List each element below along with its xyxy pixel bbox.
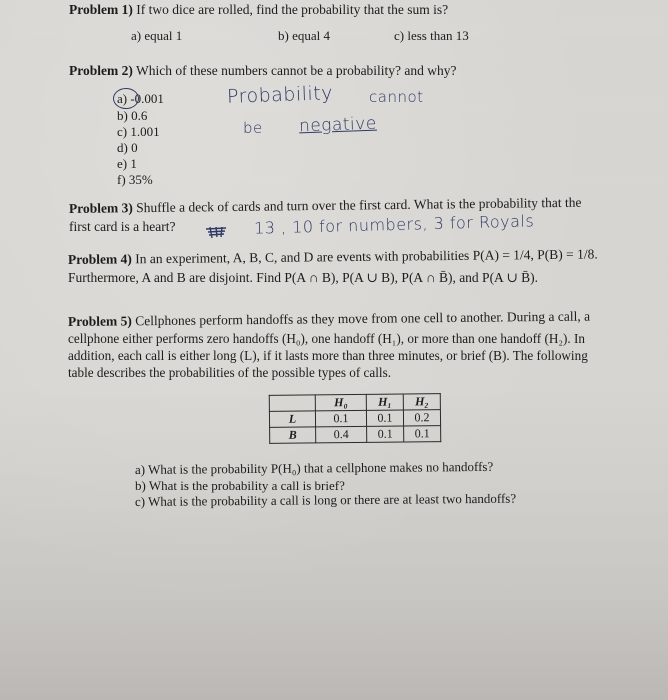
scribble-mark — [204, 225, 230, 239]
table-header-h2: H₂ — [403, 394, 440, 410]
table-cell: 0.4 — [316, 426, 367, 443]
problem-2-option-c: c) 1.001 — [117, 124, 160, 139]
problem-4-line2: Furthermore, A and B are disjoint. Find P(A ∩ B), P(A ∪ B), P(A ∩ B̄), and P(A ∪ B̄). — [68, 270, 539, 285]
problem-2-label: Problem 2) — [69, 63, 133, 78]
handoff-probability-table — [269, 393, 442, 444]
problem-2-option-d: d) 0 — [117, 140, 138, 155]
problem-1-text: If two dice are rolled, find the probability that the sum is? — [136, 2, 449, 17]
table-cell: 0.1 — [367, 426, 404, 442]
handwritten-probability: Probability — [226, 82, 334, 108]
handwritten-be: be — [243, 119, 263, 137]
problem-2-option-b: b) 0.6 — [117, 108, 148, 123]
problem-5 — [68, 309, 590, 330]
problem-2-text: Which of these numbers cannot be a probability? and why? — [136, 63, 457, 78]
problem-4-label: Problem 4) — [67, 251, 132, 267]
table-header-row — [269, 394, 440, 412]
problem-4 — [68, 246, 598, 268]
problem-5-question-a: a) What is the probability P(H₀) that a cellphone makes no handoffs? — [134, 458, 494, 477]
table-header-h0: H₀ — [315, 394, 366, 411]
problem-2-option-e: e) 1 — [117, 156, 137, 171]
table-cell: 0.1 — [366, 410, 403, 426]
problem-3-line2: first card is a heart? — [69, 219, 176, 234]
table-cell: 0.2 — [403, 410, 440, 426]
table-row — [269, 410, 440, 428]
problem-5-question-b: b) What is the probability a call is brief? — [135, 478, 345, 493]
handwritten-negative: negative — [298, 113, 378, 137]
problem-3-label: Problem 3) — [68, 200, 133, 216]
problem-1-option-b: b) equal 4 — [278, 28, 330, 43]
table-header-h1: H₁ — [366, 394, 403, 410]
problem-4-line1: In an experiment, A, B, C, and D are events with probabilities P(A) = 1/4, P(B) = 1/8. — [135, 246, 598, 267]
problem-5-line4: table describes the probabilities of the possible types of calls. — [68, 365, 392, 380]
table-row — [270, 426, 441, 444]
problem-5-line1: Cellphones perform handoffs as they move from one cell to another. During a call, a — [135, 308, 591, 329]
handwritten-heart-answer: 13 , 10 for numbers, 3 for Royals — [253, 211, 535, 238]
handwritten-cannot: cannot — [369, 88, 424, 106]
problem-1-option-a: a) equal 1 — [131, 28, 183, 43]
problem-3-line1: Shuffle a deck of cards and turn over the first card. What is the probability that the — [136, 194, 582, 216]
problem-2-option-a: a) -0.001 — [117, 91, 164, 106]
table-cell: 0.1 — [315, 410, 366, 427]
problem-5-label: Problem 5) — [67, 313, 132, 329]
table-corner-cell — [269, 395, 315, 411]
table-row-label: B — [270, 427, 316, 443]
table-cell: 0.1 — [404, 426, 441, 442]
problem-1-option-c: c) less than 13 — [394, 28, 469, 43]
problem-2-option-f: f) 35% — [117, 172, 153, 187]
problem-2 — [69, 63, 457, 79]
problem-5-question-c: c) What is the probability a call is long or there are at least two handoffs? — [134, 490, 517, 509]
problem-5-line3: addition, each call is either long (L), if it lasts more than three minutes, or brief (B). The following — [68, 348, 588, 363]
table-row-label: L — [269, 411, 315, 427]
problem-1 — [69, 2, 448, 18]
problem-5-line2: cellphone either performs zero handoffs (H₀), one handoff (H₁), or more than one handoff (H₂). In — [68, 331, 585, 346]
problem-1-label: Problem 1) — [69, 2, 133, 17]
